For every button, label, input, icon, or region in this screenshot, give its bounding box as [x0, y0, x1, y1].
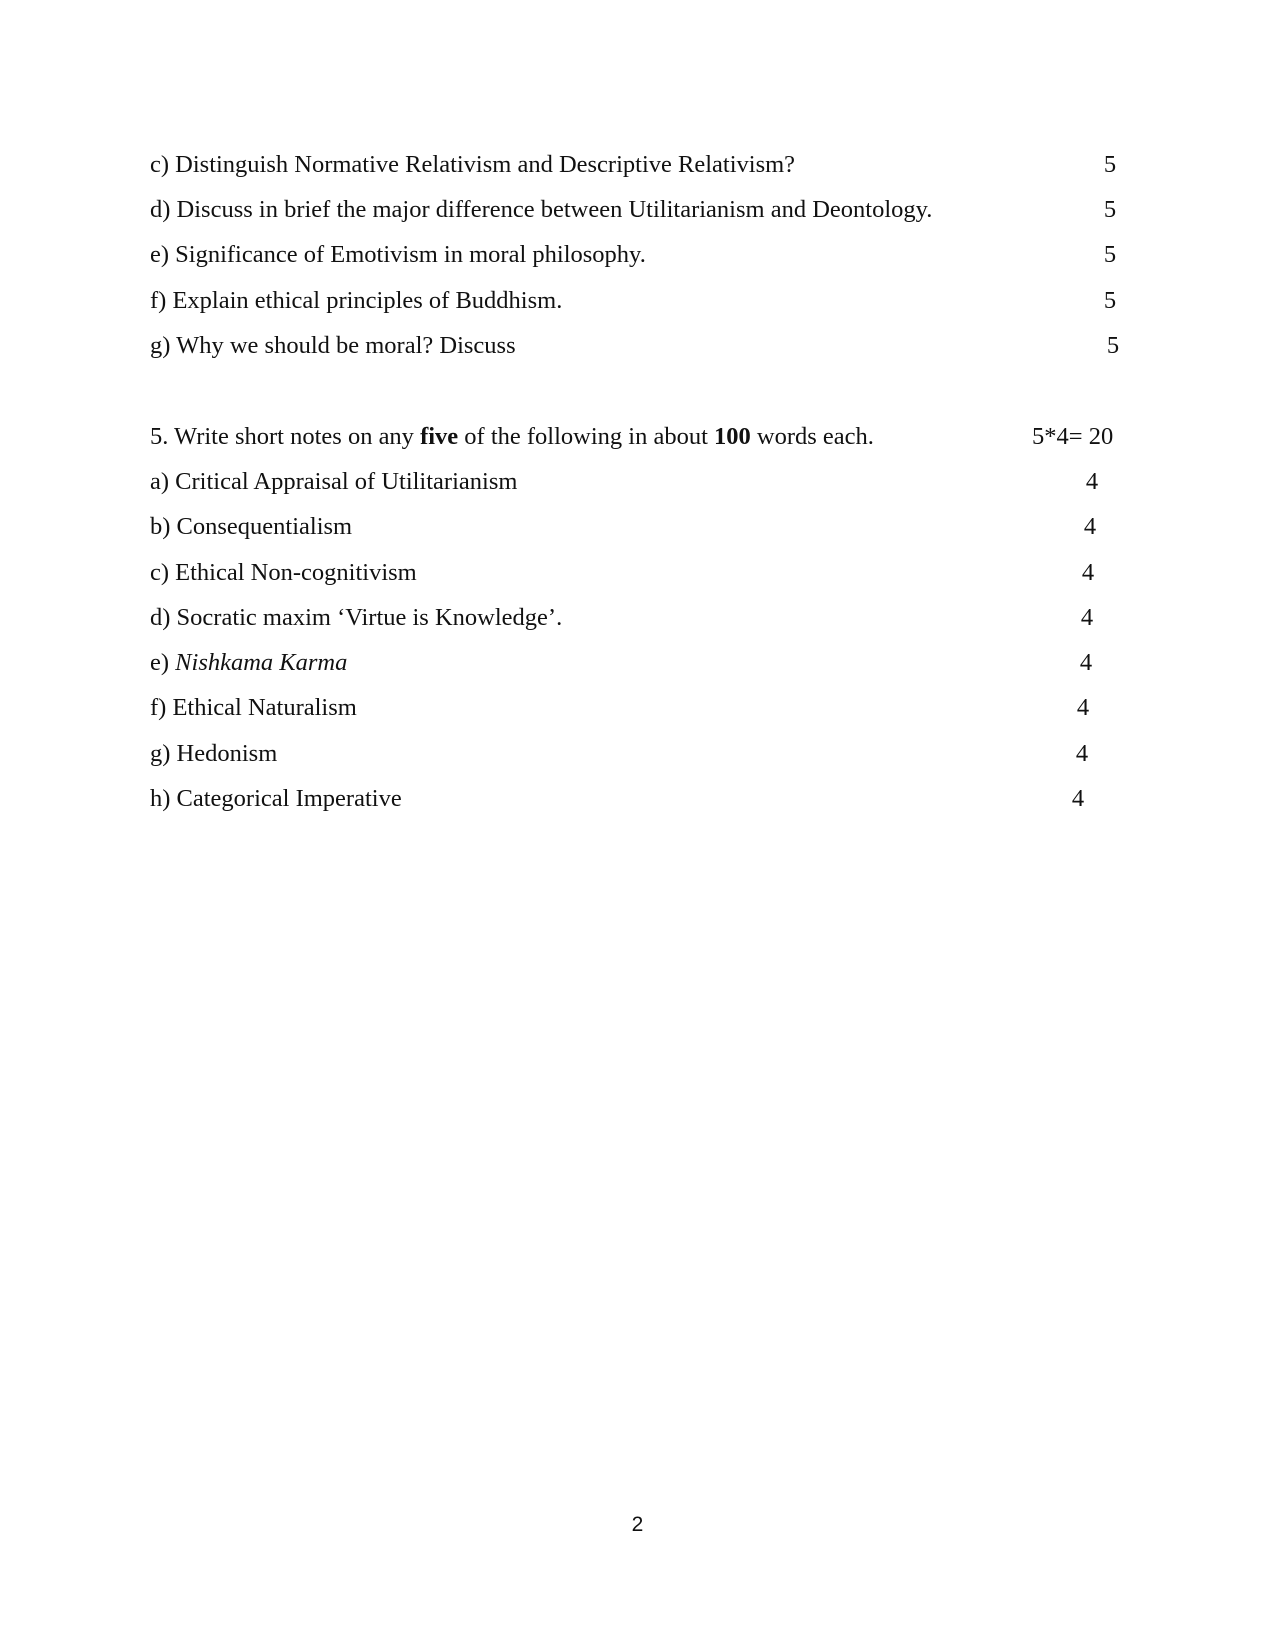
question-5-heading	[150, 420, 1114, 454]
instruction-middle: of the following in about	[458, 423, 715, 450]
question-marks: 4	[1085, 468, 1099, 495]
item-prefix: e)	[150, 649, 176, 676]
instruction-tail: words each.	[750, 423, 874, 450]
question-item-4d	[150, 193, 1117, 227]
question-marks: 5	[1106, 332, 1120, 359]
question-text: g) Hedonism	[150, 740, 278, 767]
question-item-5c	[150, 556, 1110, 590]
question-text: a) Critical Appraisal of Utilitarianism	[150, 468, 518, 495]
instruction-emphasis-words: 100	[714, 423, 751, 450]
question-marks: 5	[1103, 287, 1117, 314]
question-marks: 5	[1103, 241, 1117, 268]
question-text: b) Consequentialism	[150, 513, 353, 540]
question-5-total-marks: 5*4= 20	[1032, 423, 1114, 450]
question-text: f) Explain ethical principles of Buddhism.	[150, 287, 563, 314]
question-text: c) Ethical Non-cognitivism	[150, 559, 417, 586]
question-text: d) Discuss in brief the major difference between Utilitarianism and Deontology.	[150, 196, 933, 223]
question-marks: 4	[1080, 604, 1094, 631]
question-text: g) Why we should be moral? Discuss	[150, 332, 516, 359]
question-text: d) Socratic maxim ‘Virtue is Knowledge’.	[150, 604, 563, 631]
instruction-lead: 5. Write short notes on any	[150, 423, 421, 450]
question-5-instruction	[150, 420, 874, 454]
question-text	[150, 646, 347, 680]
question-item-4e	[150, 238, 1117, 272]
page-number: 2	[631, 1513, 644, 1536]
question-item-5a	[150, 465, 1110, 499]
instruction-emphasis-count: five	[420, 423, 459, 450]
question-item-4g	[150, 329, 1120, 363]
question-marks: 4	[1075, 740, 1089, 767]
question-item-5f	[150, 691, 1110, 725]
question-text: e) Significance of Emotivism in moral philosophy.	[150, 241, 646, 268]
question-text: c) Distinguish Normative Relativism and Descriptive Relativism?	[150, 151, 796, 178]
question-text: f) Ethical Naturalism	[150, 694, 357, 721]
question-marks: 4	[1083, 513, 1097, 540]
question-marks: 5	[1103, 151, 1117, 178]
question-item-5e	[150, 646, 1110, 680]
question-marks: 4	[1071, 785, 1085, 812]
question-item-4f	[150, 284, 1117, 318]
question-marks: 4	[1076, 694, 1090, 721]
question-item-4c	[150, 148, 1117, 182]
question-marks: 4	[1079, 649, 1093, 676]
question-marks: 4	[1081, 559, 1095, 586]
question-item-5h	[150, 782, 1110, 816]
question-item-5d	[150, 601, 1110, 635]
item-italic-term: Nishkama Karma	[175, 649, 348, 676]
question-marks: 5	[1103, 196, 1117, 223]
question-text: h) Categorical Imperative	[150, 785, 402, 812]
question-item-5b	[150, 510, 1110, 544]
question-item-5g	[150, 737, 1110, 771]
